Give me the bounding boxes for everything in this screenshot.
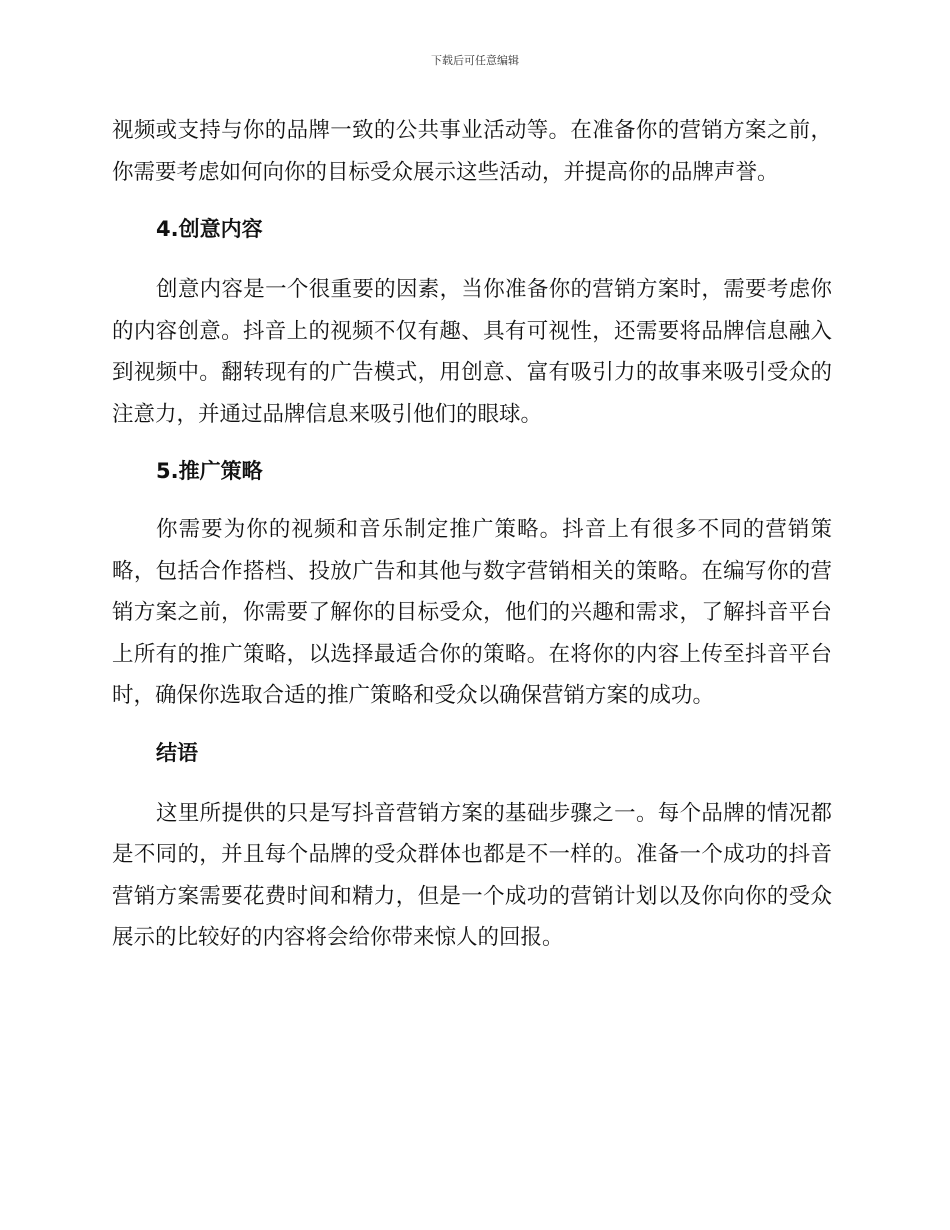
heading-creative-content: 4.创意内容 [156,217,263,241]
heading-conclusion: 结语 [156,740,198,765]
paragraph-creative-content: 创意内容是一个很重要的因素，当你准备你的营销方案时，需要考虑你的内容创意。抖音上的视频不仅有趣、具有可视性，还需要将品牌信息融入到视频中。翻转现有的广告模式，用创意、富有吸引力的故事来吸引受众的注意力，并通过品牌信息来吸引他们的眼球。 [112,277,832,427]
paragraph-conclusion: 这里所提供的只是写抖音营销方案的基础步骤之一。每个品牌的情况都是不同的，并且每个品牌的受众群体也都是不一样的。准备一个成功的抖音营销方案需要花费时间和精力，但是一个成功的营销计划以及你向你的受众展示的比较好的内容将会给你带来惊人的回报。 [112,800,832,950]
document-body [112,110,832,959]
paragraph-intro-continued: 视频或支持与你的品牌一致的公共事业活动等。在准备你的营销方案之前，你需要考虑如何向你的目标受众展示这些活动，并提高你的品牌声誉。 [112,118,832,185]
page-header: 下载后可任意编辑 [431,54,519,67]
heading-promotion-strategy: 5.推广策略 [156,459,263,483]
paragraph-promotion-strategy: 你需要为你的视频和音乐制定推广策略。抖音上有很多不同的营销策略，包括合作搭档、投放广告和其他与数字营销相关的策略。在编写你的营销方案之前，你需要了解你的目标受众，他们的兴趣和需求，了解抖音平台上所有的推广策略，以选择最适合你的策略。在将你的内容上传至抖音平台时，确保你选取合适的推广策略和受众以确保营销方案的成功。 [112,517,832,708]
